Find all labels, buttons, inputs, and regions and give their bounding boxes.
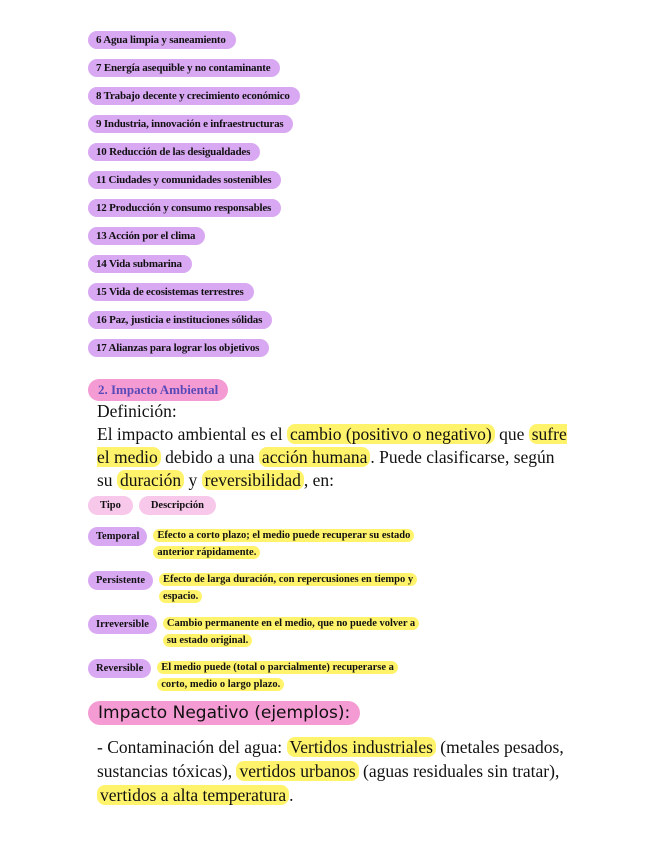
definition-text — [97, 423, 567, 492]
header-type: Tipo — [88, 496, 133, 515]
type-cell: Irreversible — [88, 615, 157, 634]
text-run: . Puede clasificarse, según su — [97, 447, 555, 490]
highlight: sufre el medio — [97, 424, 567, 467]
description-cell — [159, 571, 418, 605]
table-row — [88, 659, 418, 693]
text-run: . — [289, 785, 294, 805]
description-text: Cambio permanente en el medio, que no puede volver a su estado original. — [163, 617, 419, 647]
description-cell — [153, 527, 418, 561]
highlight: Vertidos industriales — [287, 737, 436, 757]
highlight: reversibilidad — [202, 470, 304, 490]
highlight: vertidos urbanos — [236, 761, 358, 781]
ods-list — [88, 30, 388, 366]
definition-block — [97, 400, 567, 492]
highlight: vertidos a alta temperatura — [97, 785, 289, 805]
text-run: (metales pesados, sustancias tóxicas), — [97, 737, 564, 781]
ods-item: 10 Reducción de las desigualdades — [88, 143, 260, 161]
ods-item: 7 Energía asequible y no contaminante — [88, 59, 280, 77]
description-text: El medio puede (total o parcialmente) recuperarse a corto, medio o largo plazo. — [157, 661, 398, 691]
text-run: , en: — [303, 470, 335, 490]
impact-types-table — [88, 496, 418, 703]
text-run: que — [494, 424, 529, 444]
ods-item: 17 Alianzas para lograr los objetivos — [88, 339, 269, 357]
text-run: El impacto ambiental es el — [97, 424, 288, 444]
ods-item: 6 Agua limpia y saneamiento — [88, 31, 236, 49]
type-cell: Temporal — [88, 527, 147, 546]
section-title: 2. Impacto Ambiental — [88, 379, 228, 401]
ods-item: 14 Vida submarina — [88, 255, 192, 273]
text-run: (aguas residuales sin tratar), — [358, 761, 560, 781]
negative-impact-title: Impacto Negativo (ejemplos): — [88, 701, 360, 725]
definition-label: Definición: — [97, 401, 177, 421]
section-heading — [88, 379, 228, 401]
ods-item: 15 Vida de ecosistemas terrestres — [88, 283, 254, 301]
table-row — [88, 527, 418, 561]
highlight: acción humana — [259, 447, 370, 467]
description-text: Efecto a corto plazo; el medio puede recuperar su estado anterior rápidamente. — [153, 529, 414, 559]
header-description: Descripción — [139, 496, 216, 515]
ods-item: 12 Producción y consumo responsables — [88, 199, 281, 217]
text-run: y — [184, 470, 202, 490]
text-run: - Contaminación del agua: — [97, 737, 287, 757]
ods-item: 8 Trabajo decente y crecimiento económico — [88, 87, 300, 105]
table-row — [88, 571, 418, 605]
text-run: debido a una — [160, 447, 259, 467]
table-row — [88, 615, 418, 649]
highlight: duración — [117, 470, 184, 490]
table-header — [88, 496, 418, 515]
ods-item: 13 Acción por el clima — [88, 227, 205, 245]
negative-impact-text — [97, 735, 567, 807]
description-cell — [163, 615, 418, 649]
description-text: Efecto de larga duración, con repercusiones en tiempo y espacio. — [159, 573, 417, 603]
type-cell: Reversible — [88, 659, 151, 678]
type-cell: Persistente — [88, 571, 153, 590]
ods-item: 9 Industria, innovación e infraestructuras — [88, 115, 293, 133]
ods-item: 16 Paz, justicia e instituciones sólidas — [88, 311, 272, 329]
description-cell — [157, 659, 418, 693]
ods-item: 11 Ciudades y comunidades sostenibles — [88, 171, 281, 189]
highlight: cambio (positivo o negativo) — [287, 424, 495, 444]
